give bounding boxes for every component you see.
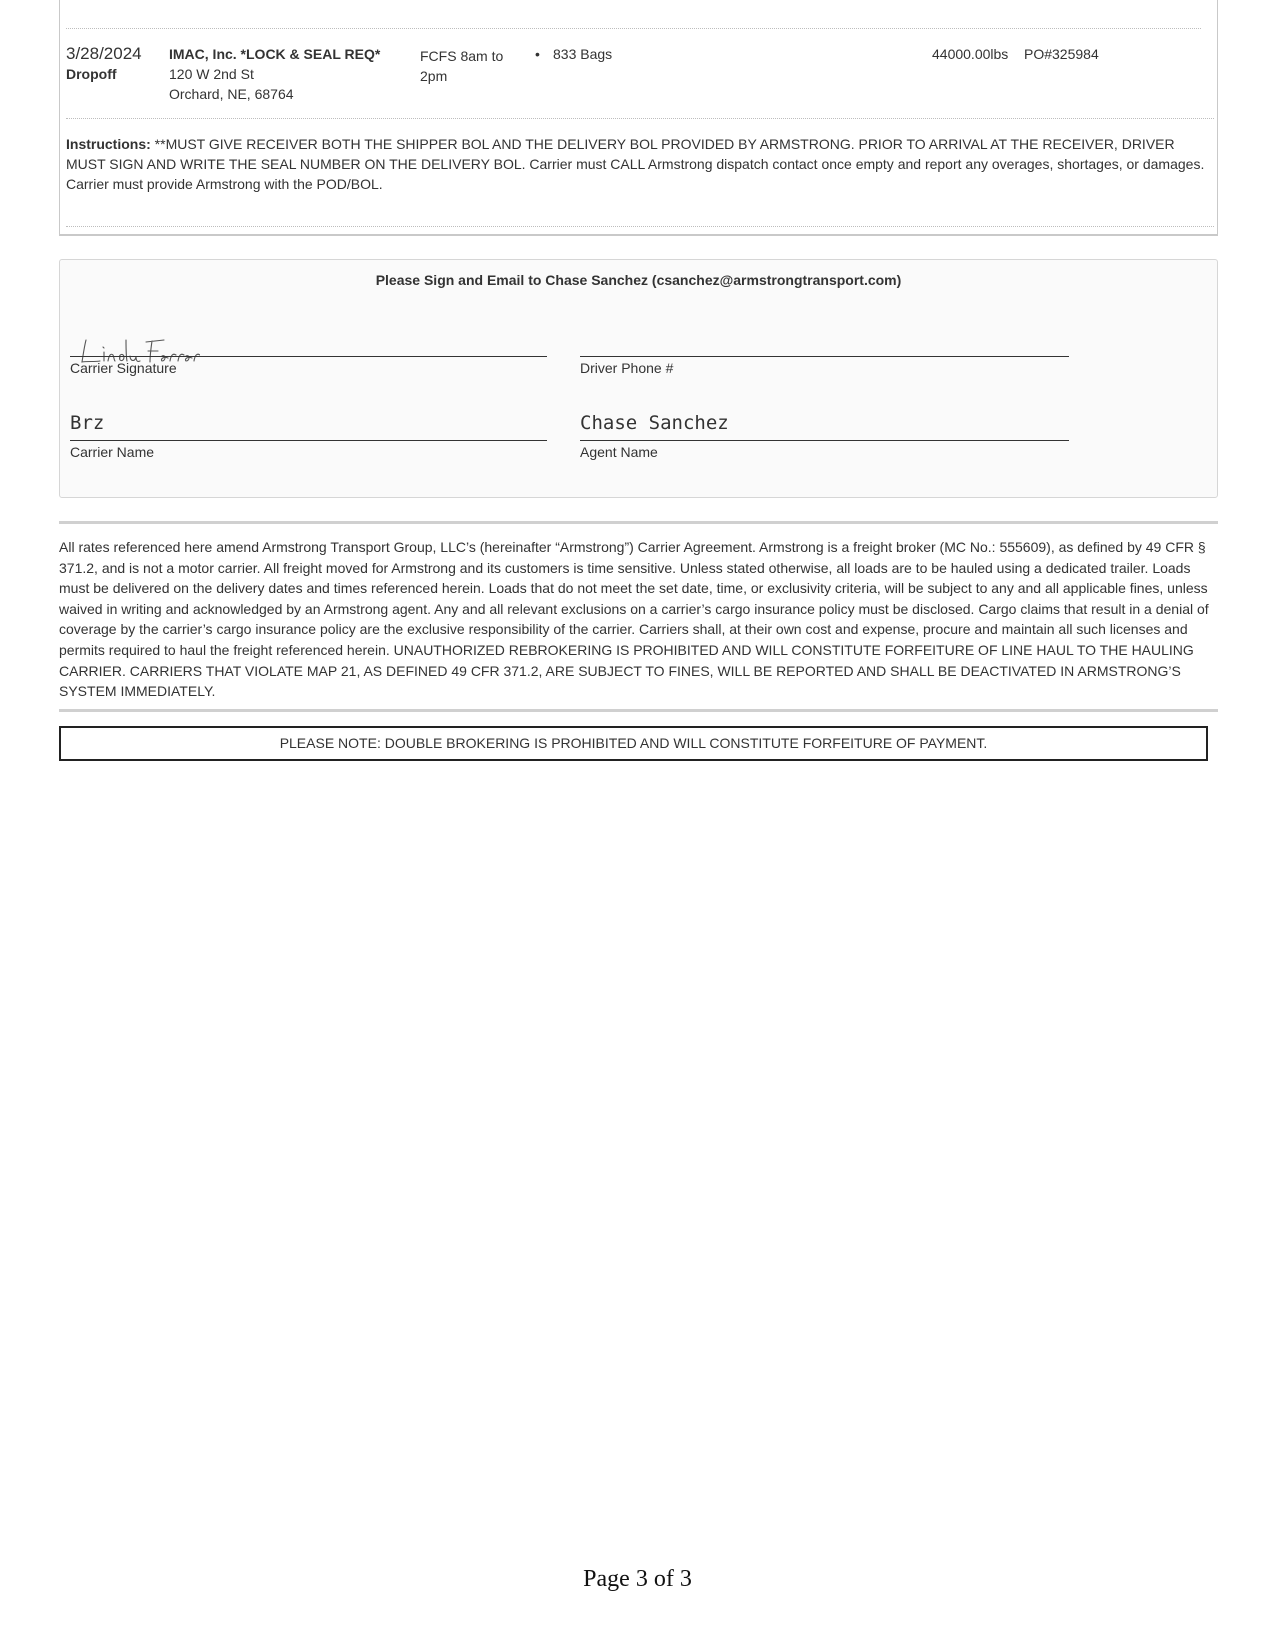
po-number: PO#325984 <box>1024 46 1099 62</box>
agent-name-line <box>580 440 1069 441</box>
facility-address-line2: Orchard, NE, 68764 <box>169 86 294 102</box>
terms-paragraph: All rates referenced here amend Armstrong Transport Group, LLC’s (hereinafter “Armstrong”) Carrier Agreement. Armstrong is a freight broker (MC No.: 555609), as defined by 49 CFR § 371.2, and is not a motor carrier. All freight moved for Armstrong and its customers is time sensitive. Unless stated otherwise, all loads are to be hauled using a dedicated trailer. Loads must be delivered on the delivery dates and times referenced herein. Loads that do not meet the set date, time, or exclusivity criteria, will be subject to any and all applicable fines, unless waived in writing and acknowledged by an Armstrong agent. Any and all relevant exclusions on a carrier’s cargo insurance policy must be disclosed. Cargo claims that result in a denial of coverage by the carrier’s cargo insurance policy are the exclusive responsibility of the carrier. Carriers shall, at their own cost and expense, procure and maintain all such licenses and permits required to haul the freight referenced herein. UNAUTHORIZED REBROKERING IS PROHIBITED AND WILL CONSTITUTE FORFEITURE OF LINE HAUL TO THE HAULING CARRIER. CARRIERS THAT VIOLATE MAP 21, AS DEFINED 49 CFR 371.2, ARE SUBJECT TO FINES, WILL BE REPORTED AND SHALL BE DEACTIVATED IN ARMSTRONG’S SYSTEM IMMEDIATELY. <box>59 539 1209 700</box>
driver-phone-label: Driver Phone # <box>580 360 674 376</box>
dotted-divider <box>66 226 1214 227</box>
stop-date: 3/28/2024 <box>66 44 142 63</box>
stop-type: Dropoff <box>66 66 117 82</box>
signature-instructions: Please Sign and Email to Chase Sanchez (csanchez@armstrongtransport.com) <box>375 272 902 288</box>
carrier-name-line <box>70 440 547 441</box>
carrier-signature-line <box>70 356 547 357</box>
carrier-signature-label: Carrier Signature <box>70 360 177 376</box>
carrier-name-value: Brz <box>70 412 105 434</box>
commodity-text: 833 Bags <box>553 46 613 62</box>
carrier-name-label: Carrier Name <box>70 444 155 460</box>
stop-section <box>59 0 1218 236</box>
instructions-label: Instructions: <box>66 136 151 152</box>
facility-address-line1: 120 W 2nd St <box>169 66 254 82</box>
section-divider <box>59 521 1218 524</box>
instructions-text: **MUST GIVE RECEIVER BOTH THE SHIPPER BOL AND THE DELIVERY BOL PROVIDED BY ARMSTRONG. PRIOR TO ARRIVAL AT THE RECEIVER, DRIVER MUST SIGN AND WRITE THE SEAL NUMBER ON THE DELIVERY BOL. Carrier must CALL Armstrong dispatch contact once empty and report any overages, shortages, or damages. Carrier must provide Armstrong with the POD/BOL. <box>66 136 1205 192</box>
instructions <box>66 134 1208 194</box>
agent-name-value: Chase Sanchez <box>580 412 729 434</box>
dotted-divider <box>66 118 1214 119</box>
section-divider <box>59 709 1218 712</box>
weight: 44000.00lbs <box>932 46 1009 62</box>
page-number: Page 3 of 3 <box>583 1566 692 1592</box>
agent-name-label: Agent Name <box>580 444 658 460</box>
time-window: FCFS 8am to 2pm <box>420 48 504 84</box>
driver-phone-line <box>580 356 1069 357</box>
dotted-divider <box>66 28 1201 29</box>
signature-section <box>59 259 1218 498</box>
facility-name: IMAC, Inc. *LOCK & SEAL REQ* <box>169 46 381 62</box>
double-brokering-notice: PLEASE NOTE: DOUBLE BROKERING IS PROHIBITED AND WILL CONSTITUTE FORFEITURE OF PAYMENT. <box>59 726 1208 761</box>
bullet-icon: • <box>535 46 540 62</box>
